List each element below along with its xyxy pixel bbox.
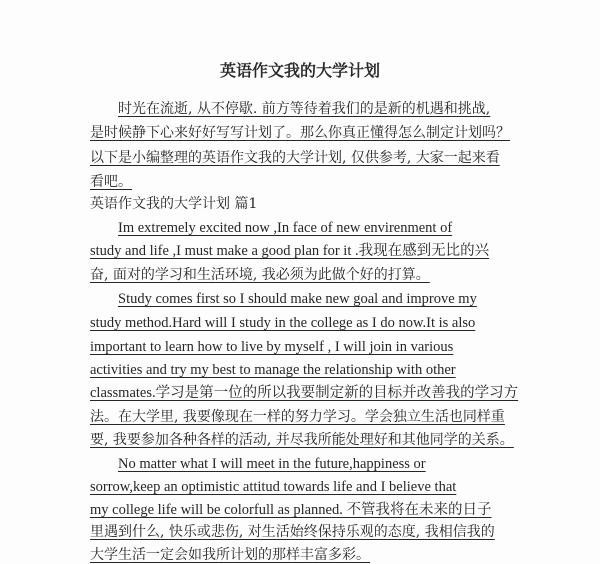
- paragraph-line: 里遇到什么, 快乐或悲伤, 对生活始终保持乐观的态度, 我相信我的: [90, 524, 495, 540]
- paragraph-line: my college life will be colorfull as planned. 不管我将在未来的日子: [90, 502, 492, 518]
- document-title: 英语作文我的大学计划: [219, 61, 380, 80]
- paragraph-line: 大学生活一定会如我所计划的那样丰富多彩。: [90, 547, 370, 563]
- section-heading: 英语作文我的大学计划 篇1: [90, 196, 258, 212]
- paragraph-line: study method.Hard will I study in the college as I do now.It is also: [90, 315, 476, 331]
- paragraph-line: No matter what I will meet in the future,happiness or: [118, 456, 426, 472]
- paragraph-line: sorrow,keep an optimistic attitud towards life and I believe that: [90, 479, 457, 495]
- paragraph-line: important to learn how to live by myself , I will join in various: [90, 339, 454, 355]
- paragraph-line: Im extremely excited now ,In face of new envirenment of: [118, 220, 453, 236]
- paragraph-line: 奋, 面对的学习和生活环境, 我必须为此做个好的打算。: [90, 267, 430, 283]
- paragraph-line: 法。在大学里, 我要像现在一样的努力学习。学会独立生活也同样重: [90, 409, 505, 425]
- paragraph-line: activities and try my best to manage the relationship with other: [90, 362, 456, 378]
- paragraph-line: classmates.学习是第一位的所以我要制定新的目标并改善我的学习方: [90, 385, 519, 401]
- paragraph-line: 是时候静下心来好好写写计划了。那么你真正懂得怎么制定计划吗？: [90, 125, 510, 141]
- paragraph-line: 时光在流逝, 从不停歇. 前方等待着我们的是新的机遇和挑战,: [118, 101, 491, 117]
- paragraph-line: 以下是小编整理的英语作文我的大学计划, 仅供参考, 大家一起来看: [90, 150, 500, 166]
- paragraph-line: Study comes first so I should make new goal and improve my: [118, 291, 477, 307]
- paragraph-line: study and life ,I must make a good plan for it .我现在感到无比的兴: [90, 243, 490, 259]
- paragraph-line: 要, 我要参加各种各样的活动, 并尽我所能处理好和其他同学的关系。: [90, 432, 514, 448]
- paragraph-line: 看吧。: [90, 174, 132, 190]
